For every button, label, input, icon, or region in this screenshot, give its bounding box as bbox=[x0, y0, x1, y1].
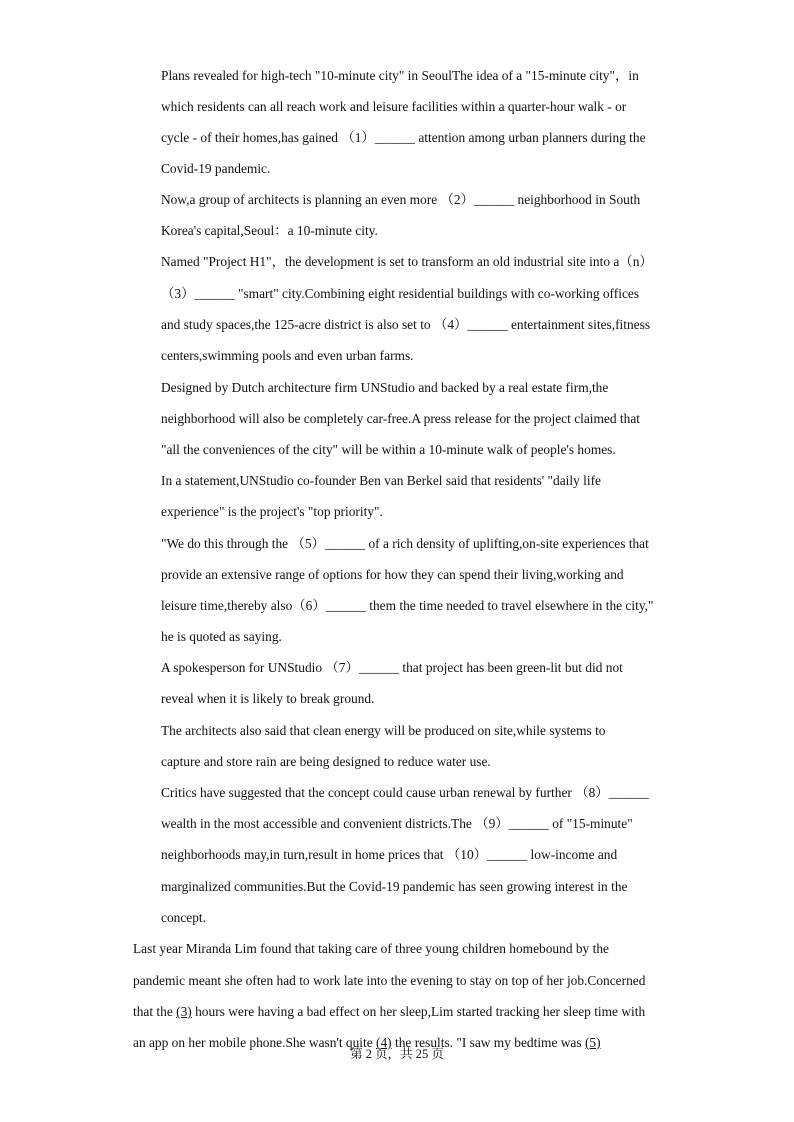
passage-line: concept. bbox=[161, 910, 206, 925]
passage-line: capture and store rain are being designed to reduce water use. bbox=[161, 754, 491, 769]
passage-line: Korea's capital,Seoul：a 10-minute city. bbox=[161, 223, 378, 238]
passage-line: pandemic meant she often had to work late into the evening to stay on top of her job.Concerned bbox=[133, 973, 646, 988]
line-text: an app on her mobile phone.She wasn't quite bbox=[133, 1035, 377, 1050]
passage-line: Now,a group of architects is planning an even more （2）______ neighborhood in South bbox=[161, 192, 641, 207]
passage-line: and study spaces,the 125-acre district is also set to （4）______ entertainment sites,fitness bbox=[161, 317, 651, 332]
blank-marker: (4) bbox=[376, 1035, 392, 1050]
passage-line: Last year Miranda Lim found that taking care of three young children homebound by the bbox=[133, 941, 609, 956]
passage-line: Designed by Dutch architecture firm UNStudio and backed by a real estate firm,the bbox=[161, 380, 609, 395]
passage-line: which residents can all reach work and leisure facilities within a quarter-hour walk - or bbox=[161, 99, 627, 114]
passage-line: In a statement,UNStudio co-founder Ben van Berkel said that residents' "daily life bbox=[161, 473, 601, 488]
passage-line bbox=[133, 1003, 645, 1021]
passage-line: neighborhood will also be completely car-free.A press release for the project claimed that bbox=[161, 411, 641, 426]
passage-line: he is quoted as saying. bbox=[161, 629, 282, 644]
passage-line: wealth in the most accessible and convenient districts.The （9）______ of "15-minute" bbox=[161, 816, 633, 831]
passage-line: provide an extensive range of options for how they can spend their living,working and bbox=[161, 567, 624, 582]
passage-line: centers,swimming pools and even urban farms. bbox=[161, 348, 414, 363]
passage-line: marginalized communities.But the Covid-19 pandemic has seen growing interest in the bbox=[161, 879, 628, 894]
passage-line: Critics have suggested that the concept could cause urban renewal by further （8）______ bbox=[161, 785, 649, 800]
line-text: the results. "I saw my bedtime was bbox=[391, 1035, 585, 1050]
passage-line: cycle - of their homes,has gained （1）______ attention among urban planners during the bbox=[161, 130, 646, 145]
page-footer: 第 2 页，共 25 页 bbox=[350, 1047, 444, 1061]
passage-line: "all the conveniences of the city" will be within a 10-minute walk of people's homes. bbox=[161, 442, 616, 457]
passage-line: Named "Project H1"，the development is set to transform an old industrial site into a（n） bbox=[161, 254, 653, 269]
passage-line: Covid-19 pandemic. bbox=[161, 161, 271, 176]
blank-marker: (3) bbox=[176, 1004, 192, 1019]
line-text: that the bbox=[133, 1004, 177, 1019]
passage-line: reveal when it is likely to break ground. bbox=[161, 691, 375, 706]
blank-marker: (5) bbox=[584, 1035, 601, 1050]
passage-line: "We do this through the （5）______ of a rich density of uplifting,on-site experiences that bbox=[161, 536, 649, 551]
line-text: hours were having a bad effect on her sleep,Lim started tracking her sleep time with bbox=[191, 1004, 646, 1019]
passage-line: （3）______ "smart" city.Combining eight residential buildings with co-working offices bbox=[161, 286, 640, 301]
passage-line: experience" is the project's "top priority". bbox=[161, 504, 383, 519]
passage-line: Plans revealed for high-tech "10-minute city" in SeoulThe idea of a "15-minute city"，in bbox=[161, 68, 639, 83]
passage-line: neighborhoods may,in turn,result in home prices that （10）______ low-income and bbox=[161, 847, 618, 862]
passage-line: leisure time,thereby also（6）______ them the time needed to travel elsewhere in the city," bbox=[161, 598, 654, 613]
passage-line: A spokesperson for UNStudio （7）______ that project has been green-lit but did not bbox=[161, 660, 623, 675]
passage-line: The architects also said that clean energy will be produced on site,while systems to bbox=[161, 723, 606, 738]
